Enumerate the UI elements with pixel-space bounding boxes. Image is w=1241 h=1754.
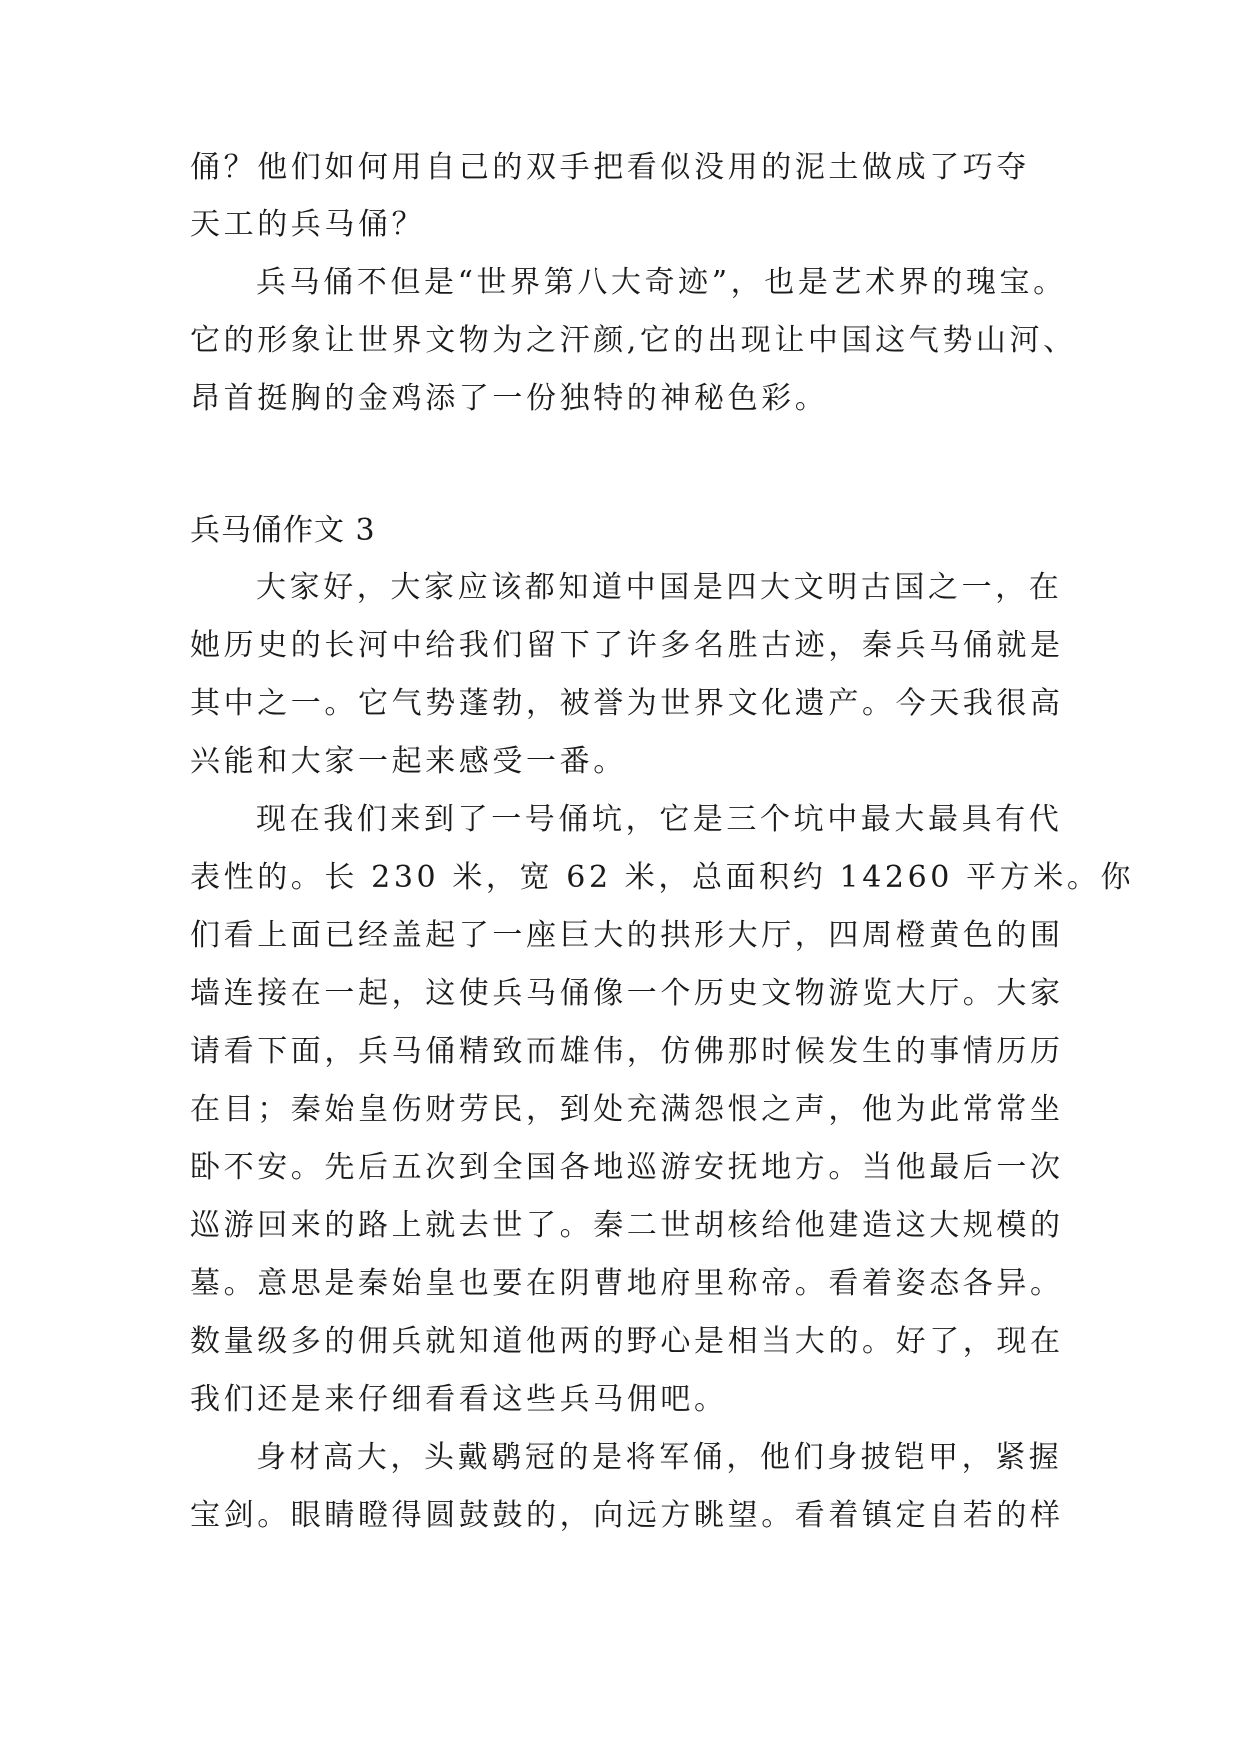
text-line: 墓。意思是秦始皇也要在阴曹地府里称帝。看着姿态各异。 bbox=[190, 1266, 1064, 1301]
text-line: 兴能和大家一起来感受一番。 bbox=[190, 744, 627, 779]
text-line: 昂首挺胸的金鸡添了一份独特的神秘色彩。 bbox=[190, 381, 829, 416]
text-line: 其中之一。它气势蓬勃，被誉为世界文化遗产。今天我很高 bbox=[190, 686, 1064, 721]
text-line: 天工的兵马俑？ bbox=[190, 207, 426, 242]
text-line: 现在我们来到了一号俑坑，它是三个坑中最大最具有代 bbox=[256, 802, 1063, 837]
text-line: 我们还是来仔细看看这些兵马佣吧。 bbox=[190, 1382, 728, 1417]
text-line: 身材高大，头戴鹖冠的是将军俑，他们身披铠甲，紧握 bbox=[256, 1440, 1063, 1475]
text-line: 大家好，大家应该都知道中国是四大文明古国之一，在 bbox=[256, 570, 1063, 605]
text-line: 们看上面已经盖起了一座巨大的拱形大厅，四周橙黄色的围 bbox=[190, 918, 1064, 953]
text-line: 俑？他们如何用自己的双手把看似没用的泥土做成了巧夺 bbox=[190, 150, 1030, 185]
text-line: 兵马俑不但是“世界第八大奇迹”，也是艺术界的瑰宝。 bbox=[256, 265, 1067, 300]
text-line: 巡游回来的路上就去世了。秦二世胡核给他建造这大规模的 bbox=[190, 1208, 1064, 1243]
text-line: 在目；秦始皇伤财劳民，到处充满怨恨之声，他为此常常坐 bbox=[190, 1092, 1064, 1127]
text-line: 请看下面，兵马俑精致而雄伟，仿佛那时候发生的事情历历 bbox=[190, 1034, 1064, 1069]
text-line: 她历史的长河中给我们留下了许多名胜古迹，秦兵马俑就是 bbox=[190, 628, 1064, 663]
text-line: 表性的。长 230 米，宽 62 米，总面积约 14260 平方米。你 bbox=[190, 860, 1135, 895]
text-line: 卧不安。先后五次到全国各地巡游安抚地方。当他最后一次 bbox=[190, 1150, 1064, 1185]
text-line: 宝剑。眼睛瞪得圆鼓鼓的，向远方眺望。看着镇定自若的样 bbox=[190, 1498, 1064, 1533]
text-line: 墙连接在一起，这使兵马俑像一个历史文物游览大厅。大家 bbox=[190, 976, 1064, 1011]
text-line: 数量级多的佣兵就知道他两的野心是相当大的。好了，现在 bbox=[190, 1324, 1064, 1359]
section-title: 兵马俑作文 3 bbox=[190, 513, 376, 548]
text-line: 它的形象让世界文物为之汗颜,它的出现让中国这气势山河、 bbox=[190, 323, 1077, 358]
